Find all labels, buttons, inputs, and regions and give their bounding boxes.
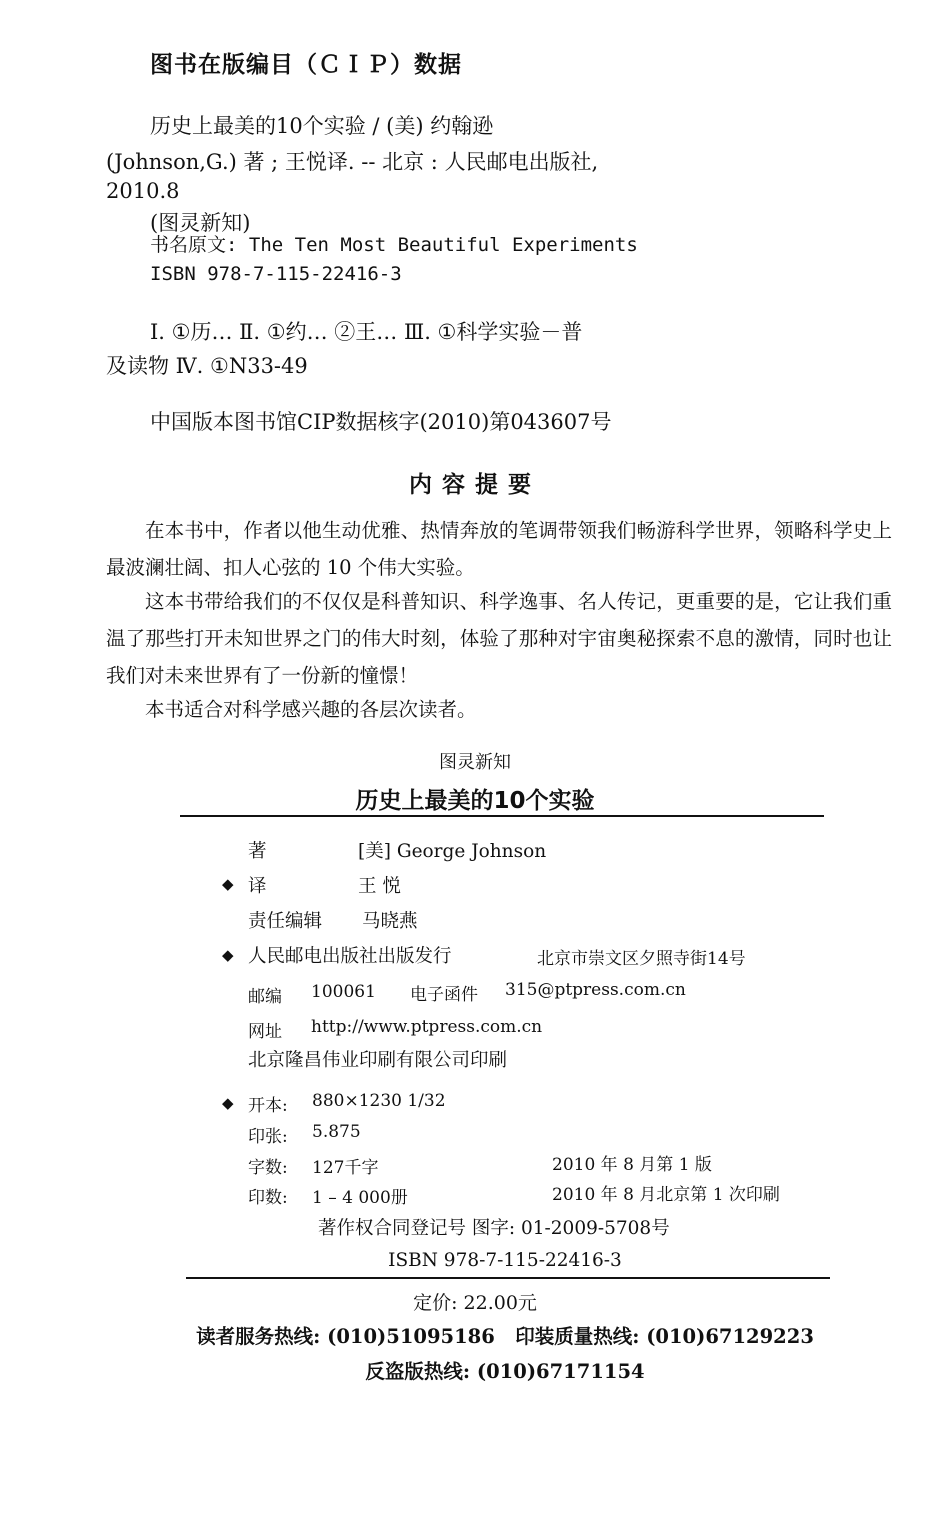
diamond-bullet-icon: ◆ xyxy=(222,1094,234,1112)
quality-hotline-number: (010)67129223 xyxy=(646,1325,814,1348)
cip-record-number: 中国版本图书馆CIP数据核字(2010)第043607号 xyxy=(150,410,612,434)
cip-heading: 图书在版编目（ＣＩＰ）数据 xyxy=(150,52,462,78)
cip-classification-line-2: 及读物 Ⅳ. ①N33-49 xyxy=(106,354,308,378)
diamond-bullet-icon: ◆ xyxy=(222,875,234,893)
words-value: 127千字 xyxy=(312,1158,379,1178)
postcode: 100061 xyxy=(311,982,376,1002)
quality-hotline-label: 印装质量热线: xyxy=(515,1325,640,1348)
reader-hotline-number: (010)51095186 xyxy=(327,1325,495,1348)
colophon-book-title: 历史上最美的10个实验 xyxy=(355,788,595,814)
summary-paragraph-3: 本书适合对科学感兴趣的各层次读者。 xyxy=(145,698,477,721)
author-label: 著 xyxy=(248,841,267,862)
email-address: 315@ptpress.com.cn xyxy=(505,980,686,1000)
copies-label: 印数: xyxy=(248,1188,288,1208)
sheets-value: 5.875 xyxy=(312,1122,361,1142)
colophon-top-rule xyxy=(180,815,824,817)
cip-classification-line: Ⅰ. ①历… Ⅱ. ①约… ②王… Ⅲ. ①科学实验－普 xyxy=(150,320,583,344)
colophon-isbn: ISBN 978-7-115-22416-3 xyxy=(388,1250,622,1271)
translator-name: 王 悦 xyxy=(358,876,401,897)
editor-label: 责任编辑 xyxy=(248,911,323,932)
words-label: 字数: xyxy=(248,1158,288,1178)
editor-name: 马晓燕 xyxy=(362,911,418,932)
diamond-bullet-icon: ◆ xyxy=(222,946,234,964)
cip-author-line: (Johnson,G.) 著 ; 王悦译. -- 北京 : 人民邮电出版社, xyxy=(106,150,599,174)
cip-isbn: ISBN 978-7-115-22416-3 xyxy=(150,263,402,285)
author-name: [美] George Johnson xyxy=(358,841,547,862)
price: 定价: 22.00元 xyxy=(413,1292,537,1314)
sheets-label: 印张: xyxy=(248,1127,288,1147)
colophon-bottom-rule xyxy=(186,1277,830,1279)
cip-original-title: 书名原文: The Ten Most Beautiful Experiments xyxy=(150,234,638,256)
publisher-address: 北京市崇文区夕照寺街14号 xyxy=(537,949,746,969)
cip-date-line: 2010.8 xyxy=(106,179,180,203)
postcode-label: 邮编 xyxy=(248,987,282,1007)
piracy-hotline-number: (010)67171154 xyxy=(476,1360,645,1383)
website-label: 网址 xyxy=(248,1022,282,1042)
translator-label: 译 xyxy=(248,876,267,897)
format-label: 开本: xyxy=(248,1096,288,1116)
cip-series-line: (图灵新知) xyxy=(150,211,251,235)
colophon-series: 图灵新知 xyxy=(439,752,511,773)
summary-paragraph-1: 在本书中，作者以他生动优雅、热情奔放的笔调带领我们畅游科学世界，领略科学史上最波澜壮阔、扣人心弦的 10 个伟大实验。 xyxy=(106,519,892,579)
printer: 北京隆昌伟业印刷有限公司印刷 xyxy=(248,1050,508,1071)
copies-value: 1 – 4 000册 xyxy=(312,1188,408,1208)
piracy-hotline-row xyxy=(0,1356,950,1384)
reader-hotline-label: 读者服务热线: xyxy=(196,1325,321,1348)
printing-date: 2010 年 8 月北京第 1 次印刷 xyxy=(552,1185,780,1205)
cip-title-line: 历史上最美的10个实验 / (美) 约翰逊 xyxy=(150,114,494,138)
hotline-row xyxy=(0,1321,950,1349)
summary-heading: 内容提要 xyxy=(409,472,541,498)
publisher: 人民邮电出版社出版发行 xyxy=(248,946,452,967)
format-value: 880×1230 1/32 xyxy=(312,1091,446,1111)
copyright-registration: 著作权合同登记号 图字: 01-2009-5708号 xyxy=(318,1218,670,1239)
summary-paragraph-2: 这本书带给我们的不仅仅是科普知识、科学逸事、名人传记，更重要的是，它让我们重温了那些打开未知世界之门的伟大时刻，体验了那种对宇宙奥秘探索不息的激情，同时也让我们对未来世界有了一份新的憧憬！ xyxy=(106,590,892,687)
email-label: 电子函件 xyxy=(410,985,478,1005)
piracy-hotline-label: 反盗版热线: xyxy=(365,1360,471,1383)
edition-date: 2010 年 8 月第 1 版 xyxy=(552,1155,712,1175)
website-url: http://www.ptpress.com.cn xyxy=(311,1017,543,1037)
